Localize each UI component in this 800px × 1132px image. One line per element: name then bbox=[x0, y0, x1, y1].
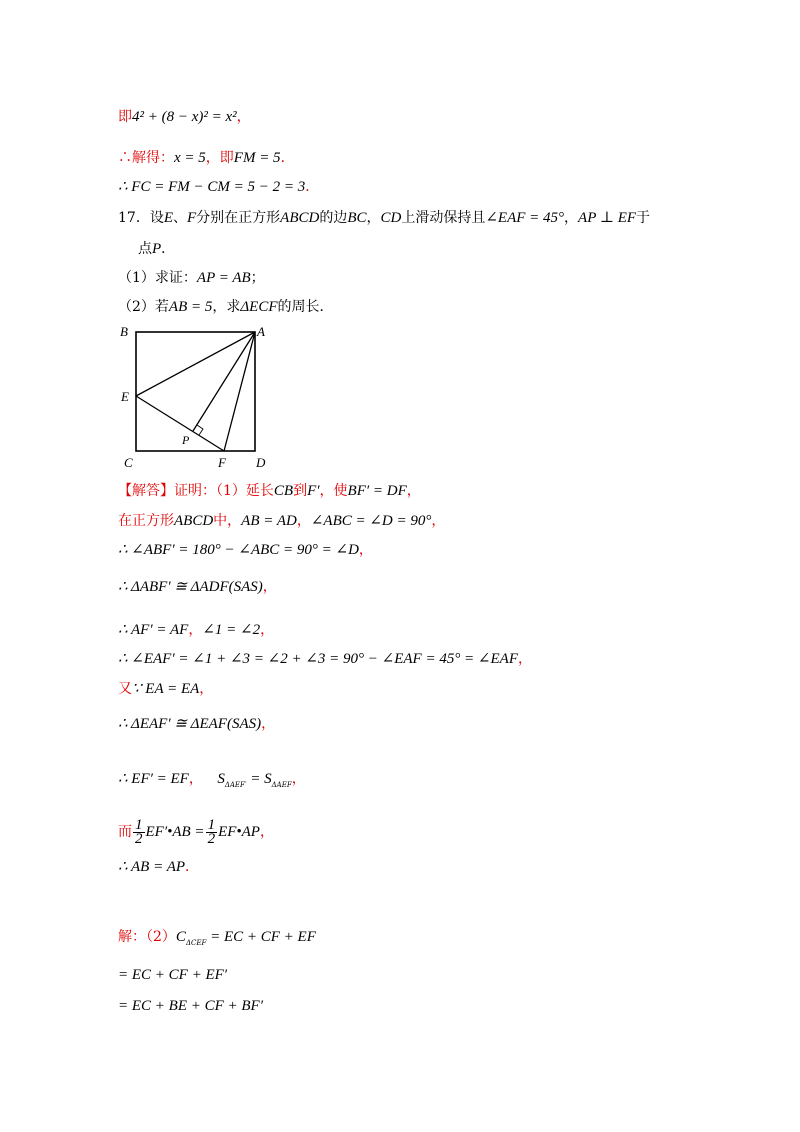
math: EF•AP bbox=[218, 824, 260, 840]
fraction-half bbox=[133, 816, 145, 847]
punct: ， bbox=[236, 109, 251, 125]
math: = EC + BE + CF + BF′ bbox=[118, 998, 264, 1014]
text: ， bbox=[261, 716, 276, 732]
text: 证明：（1）延长 bbox=[174, 483, 274, 499]
solution-line-2b bbox=[118, 512, 445, 530]
text: 而 bbox=[118, 824, 132, 840]
label-E: E bbox=[121, 389, 129, 404]
text: ，即 bbox=[205, 150, 234, 166]
geometry-figure bbox=[118, 326, 278, 470]
equation: 4² + (8 − x)² = x² bbox=[132, 109, 237, 125]
text: ， bbox=[431, 513, 446, 529]
math: AP = AB bbox=[196, 270, 251, 286]
math: AB = 5 bbox=[168, 299, 213, 315]
text: ， bbox=[564, 210, 579, 226]
text: 又 bbox=[118, 681, 132, 697]
math: S bbox=[217, 771, 225, 787]
math: ∴ ΔEAF′ ≅ ΔEAF(SAS) bbox=[118, 716, 262, 732]
math: ∴ EF′ = EF bbox=[118, 771, 189, 787]
solution-line-3 bbox=[118, 178, 319, 196]
equation-line-1 bbox=[118, 108, 251, 126]
text: ， bbox=[296, 513, 311, 529]
solution-line-5b bbox=[118, 621, 274, 639]
text: ， bbox=[260, 622, 275, 638]
subscript: ΔCEF bbox=[185, 938, 207, 947]
text: 在正方形 bbox=[118, 513, 174, 529]
math: F′ bbox=[307, 483, 320, 499]
text: ， bbox=[259, 824, 274, 840]
text: ， bbox=[518, 651, 532, 667]
text: ， bbox=[188, 622, 203, 638]
text: 设 bbox=[149, 210, 164, 226]
problem-number: 17． bbox=[118, 210, 150, 226]
solution-part-2 bbox=[118, 928, 316, 952]
math: CD bbox=[380, 210, 402, 226]
text: 、 bbox=[173, 210, 187, 226]
label-A: A bbox=[257, 326, 265, 339]
math: P bbox=[152, 241, 162, 257]
solution-line-14b bbox=[118, 997, 263, 1015]
text: ∴解得： bbox=[118, 150, 174, 166]
math: ∠1 = ∠2 bbox=[202, 622, 261, 638]
question-2 bbox=[118, 298, 334, 316]
math: ABCD bbox=[174, 513, 214, 529]
right-angle-mark bbox=[197, 425, 203, 435]
problem-statement bbox=[118, 209, 650, 227]
denominator: 2 bbox=[135, 830, 143, 847]
text: ， bbox=[366, 210, 381, 226]
label-C: C bbox=[124, 455, 133, 470]
text: （2）若 bbox=[118, 299, 169, 315]
text: 于 bbox=[636, 210, 651, 226]
math: = S bbox=[246, 771, 272, 787]
solution-line-9b bbox=[118, 770, 306, 794]
text: 即 bbox=[118, 109, 132, 125]
answer-tag: 【解答】 bbox=[118, 483, 174, 499]
solution-line-4b bbox=[118, 578, 277, 596]
question-1 bbox=[118, 269, 265, 287]
math: BC bbox=[347, 210, 367, 226]
equation: x = 5 bbox=[174, 150, 206, 166]
text: ，求 bbox=[212, 299, 241, 315]
solution-line-8b bbox=[118, 715, 275, 733]
solution-line-10b bbox=[118, 818, 274, 846]
text: 的周长． bbox=[277, 299, 334, 315]
text: 上滑动保持且 bbox=[401, 210, 486, 226]
text: ， bbox=[199, 681, 214, 697]
math: AB = AD bbox=[241, 513, 297, 529]
segment-AP bbox=[193, 332, 255, 431]
math: AP ⊥ EF bbox=[578, 210, 637, 226]
math: F bbox=[187, 210, 197, 226]
text: ，使 bbox=[319, 483, 348, 499]
solution-line-7b bbox=[118, 680, 213, 698]
text: ； bbox=[250, 270, 265, 286]
label-F: F bbox=[218, 455, 226, 470]
math: EF′•AB = bbox=[145, 824, 205, 840]
problem-statement-cont bbox=[138, 240, 175, 258]
math: ∴ ΔABF′ ≅ ΔADF(SAS) bbox=[118, 579, 263, 595]
segment-AF bbox=[224, 332, 255, 451]
solution-line-11b bbox=[118, 858, 199, 876]
solution-line-2 bbox=[118, 149, 295, 167]
math: C bbox=[175, 929, 186, 945]
denominator: 2 bbox=[207, 830, 216, 847]
math: ∴ ∠EAF′ = ∠1 + ∠3 = ∠2 + ∠3 = 90° − ∠EAF = 45° = ∠EAF bbox=[118, 651, 518, 667]
text: ． bbox=[161, 241, 176, 257]
math: ABCD bbox=[280, 210, 320, 226]
math: ∴ AB = AP bbox=[118, 859, 186, 875]
text: ， bbox=[291, 771, 306, 787]
subscript: ΔAEF bbox=[271, 780, 292, 789]
math: ∵ EA = EA bbox=[132, 681, 200, 697]
math: BF′ = DF bbox=[347, 483, 407, 499]
math: = EC + CF + EF bbox=[206, 929, 316, 945]
math: ∠ABC = ∠D = 90° bbox=[310, 513, 432, 529]
math: = EC + CF + EF′ bbox=[118, 967, 228, 983]
text: 中， bbox=[213, 513, 242, 529]
subscript: ΔAEF′ bbox=[224, 780, 247, 789]
text: ， bbox=[358, 542, 373, 558]
text: 点 bbox=[138, 241, 152, 257]
text: 的边 bbox=[319, 210, 348, 226]
math: CB bbox=[273, 483, 294, 499]
math: ∴ ∠ABF′ = 180° − ∠ABC = 90° = ∠D bbox=[118, 542, 359, 558]
text: （1）求证： bbox=[118, 270, 197, 286]
punct: ． bbox=[280, 150, 295, 166]
text: 解：（2） bbox=[118, 929, 176, 945]
text: ， bbox=[188, 771, 203, 787]
fraction-half bbox=[206, 816, 218, 847]
text: ， bbox=[262, 579, 277, 595]
label-D: D bbox=[256, 455, 266, 470]
solution-line-13b bbox=[118, 966, 227, 984]
math: ∴ AF′ = AF bbox=[118, 622, 189, 638]
label-B: B bbox=[120, 326, 128, 339]
math: ΔECF bbox=[240, 299, 278, 315]
equation: ∴ FC = FM − CM = 5 − 2 = 3 bbox=[118, 179, 306, 195]
solution-line-1 bbox=[118, 482, 421, 500]
text: 分别在正方形 bbox=[196, 210, 281, 226]
numerator: 1 bbox=[207, 816, 216, 833]
numerator: 1 bbox=[135, 816, 143, 833]
text: ， bbox=[406, 483, 421, 499]
math: ∠EAF = 45° bbox=[485, 210, 565, 226]
math: E bbox=[163, 210, 173, 226]
equation: FM = 5 bbox=[233, 150, 281, 166]
segment-AE bbox=[136, 332, 255, 396]
solution-line-3b bbox=[118, 541, 373, 559]
area-equality bbox=[217, 771, 291, 787]
punct: ． bbox=[305, 179, 320, 195]
segment-EF bbox=[136, 396, 224, 451]
text: ． bbox=[185, 859, 200, 875]
solution-line-6b bbox=[118, 650, 532, 668]
label-P: P bbox=[182, 433, 190, 447]
text: 到 bbox=[293, 483, 308, 499]
